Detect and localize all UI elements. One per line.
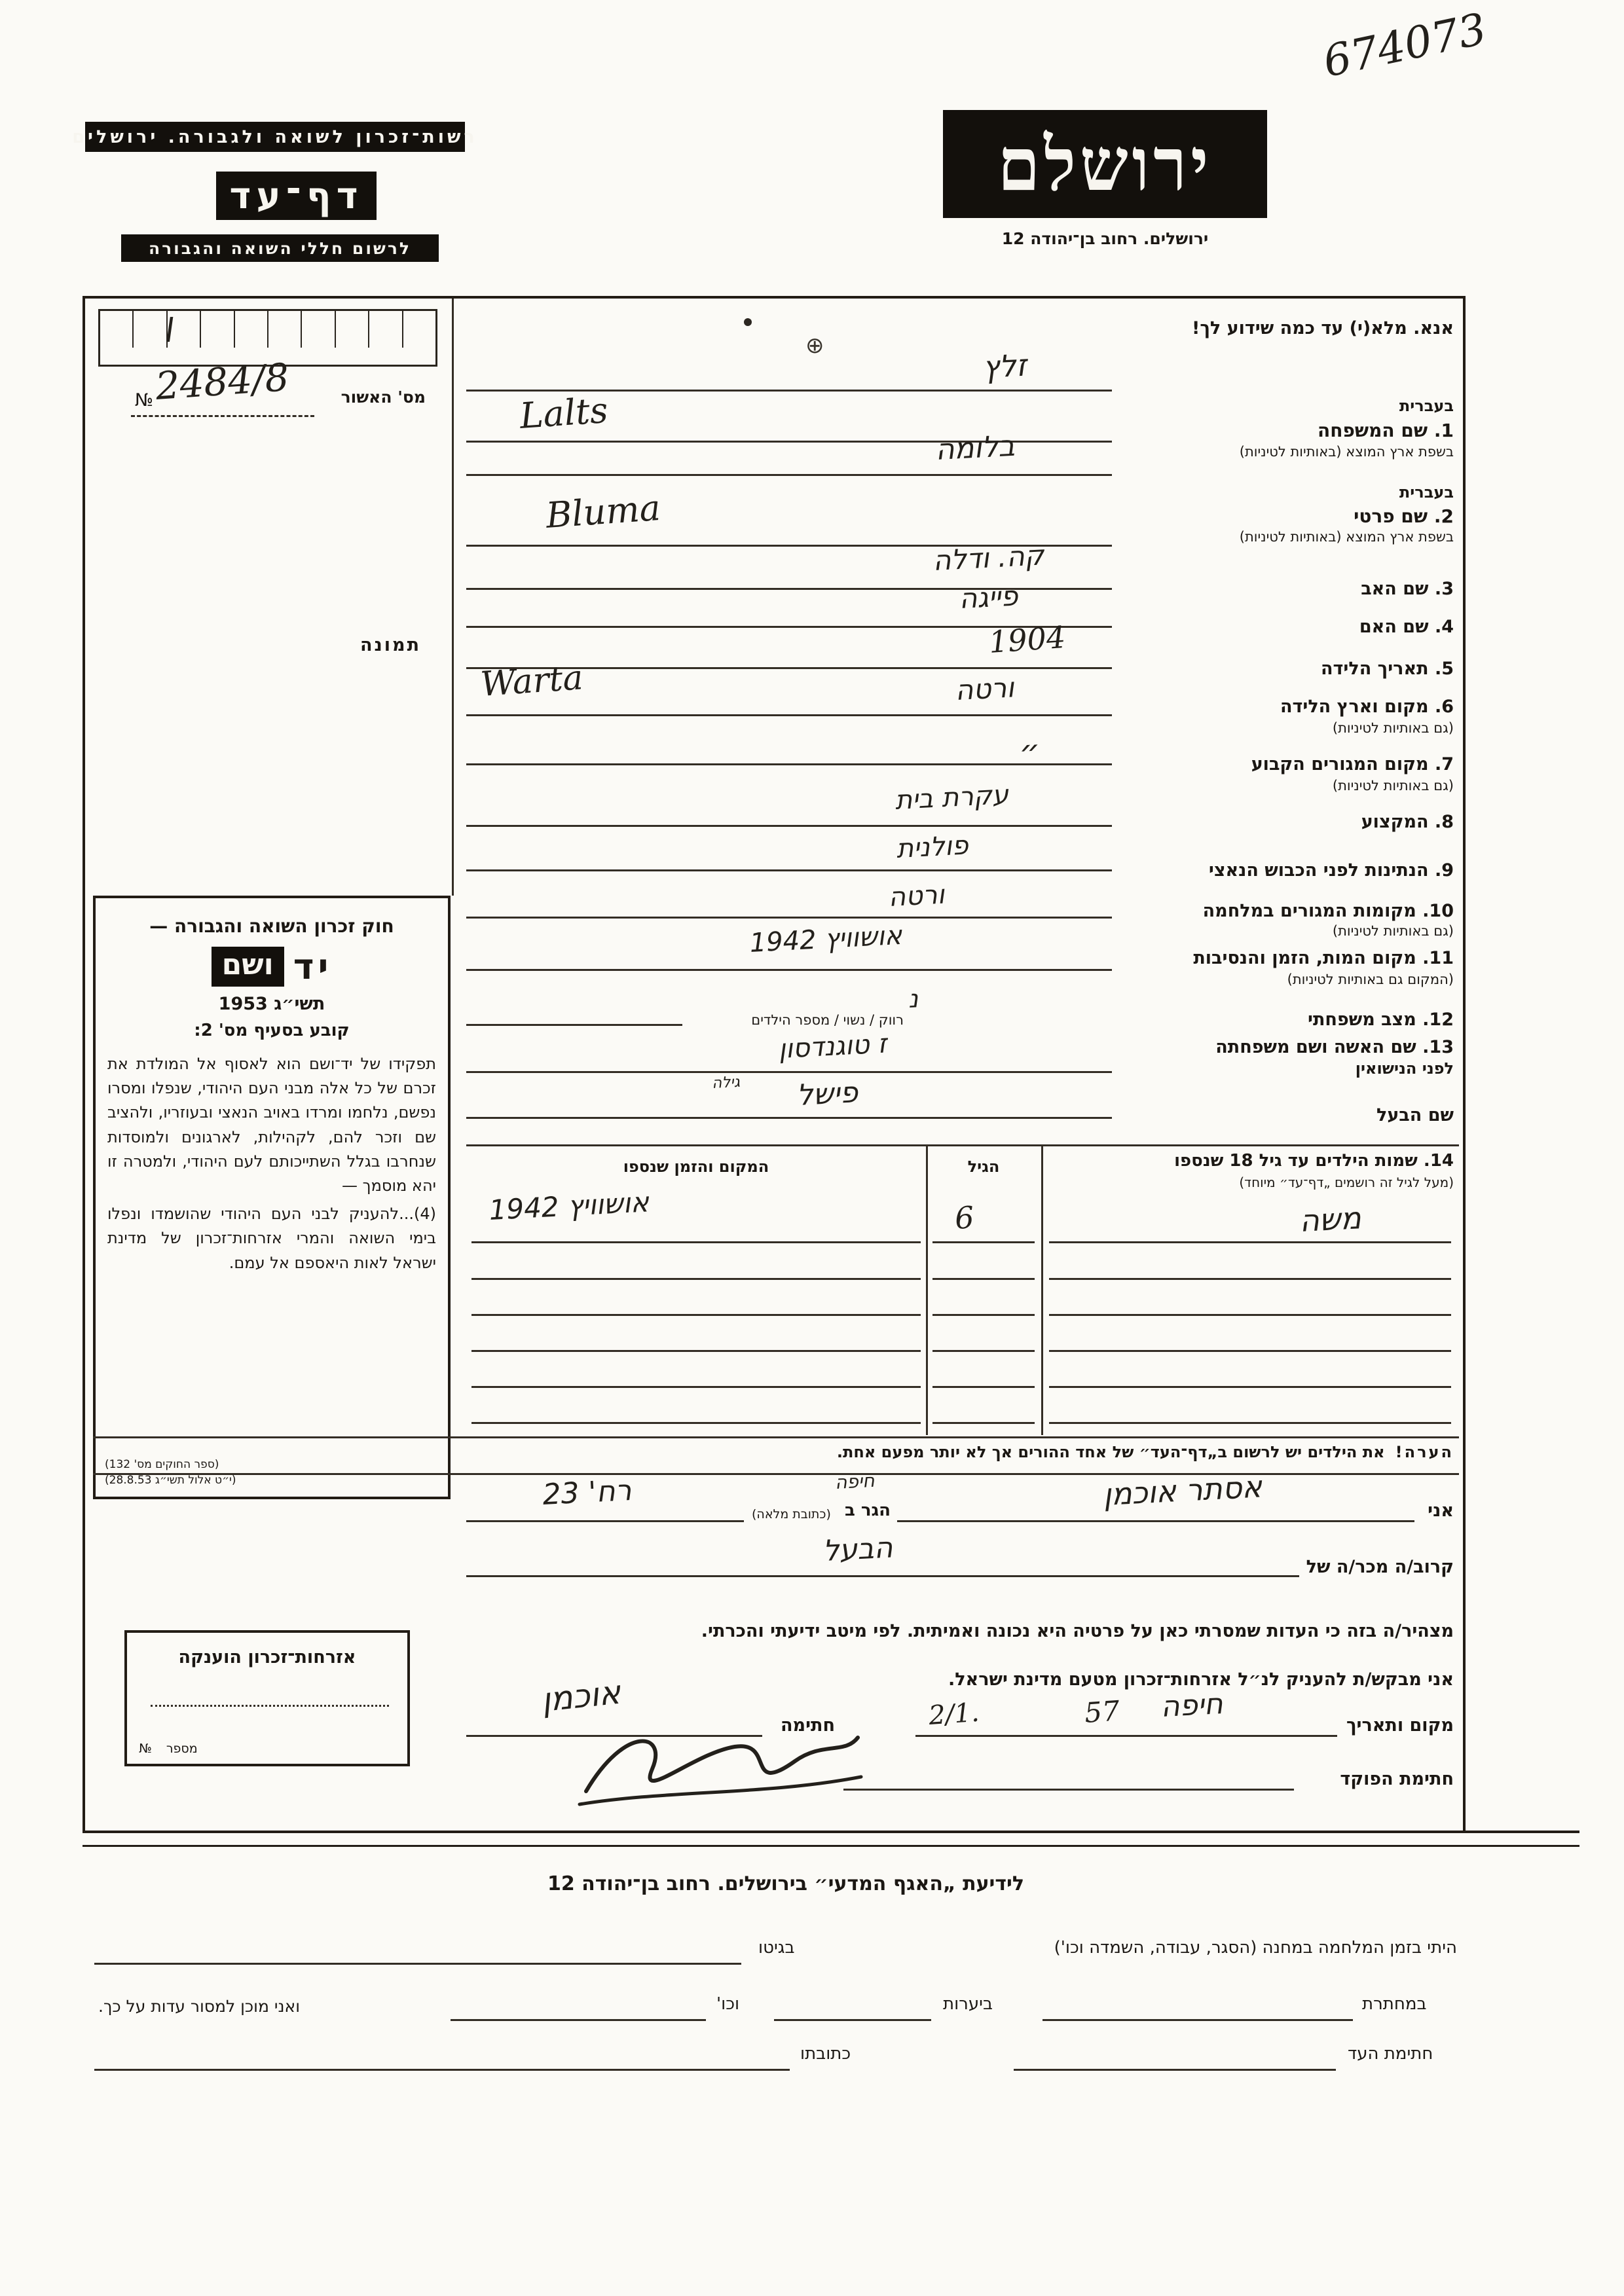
granted-numero-sign: № bbox=[139, 1741, 152, 1756]
relative-of-line bbox=[466, 1575, 1299, 1577]
note-line bbox=[837, 1443, 1454, 1461]
child-name-line bbox=[1049, 1278, 1451, 1280]
field-line-family-he bbox=[466, 390, 1112, 392]
child-name-handwriting: משה bbox=[1299, 1200, 1362, 1239]
official-signature-scribble bbox=[570, 1713, 871, 1824]
birth-date-handwriting: 1904 bbox=[987, 619, 1067, 660]
wartime-residence-handwriting: ורטה bbox=[887, 879, 946, 913]
law-clause: קובע בסעיף מס' 2: bbox=[194, 1021, 350, 1040]
digit-cell bbox=[134, 311, 167, 348]
wife-name-small-handwriting: גילה bbox=[711, 1073, 741, 1092]
birth-place-sublabel: (גם באותיות לטיניות) bbox=[1332, 720, 1454, 736]
children-table-divider-1 bbox=[926, 1144, 928, 1435]
forests-label: ביערות bbox=[943, 1994, 993, 2014]
residing-at-label: הגר ב bbox=[845, 1501, 891, 1520]
child-age-line bbox=[932, 1241, 1035, 1243]
approval-number-line bbox=[131, 415, 314, 417]
plea-line: אנא. מלא(י) עד כמה שידוע לך! bbox=[1192, 318, 1454, 338]
field-line-family-latin bbox=[466, 441, 1112, 443]
form-title-strip: דף־עד bbox=[216, 172, 377, 220]
declarant-name-handwriting: אסתר אוכמן bbox=[1102, 1468, 1263, 1512]
declarant-city-handwriting: חיפה bbox=[834, 1469, 876, 1493]
children-place-column-header: המקום והזמן שנספו bbox=[623, 1157, 769, 1176]
digit-cell bbox=[100, 311, 134, 348]
law-year: תשי״ג 1953 bbox=[218, 994, 325, 1014]
witness-address-line bbox=[94, 2069, 790, 2071]
mother-name-label: 4. שם האם bbox=[1359, 617, 1454, 637]
child-age-line bbox=[932, 1278, 1035, 1280]
signature-label: חתימה bbox=[781, 1715, 836, 1736]
form-subtitle-strip: לרשום חללי השואה והגבורה bbox=[121, 234, 439, 262]
family-name-hebrew-handwriting: זלץ bbox=[982, 347, 1027, 385]
note-top-line bbox=[93, 1436, 1459, 1438]
first-name-latin-handwriting: Bluma bbox=[544, 486, 662, 536]
residence-sublabel: (גם באותיות לטיניות) bbox=[1332, 778, 1454, 793]
birth-place-latin-handwriting: Warta bbox=[479, 658, 585, 704]
place-handwriting: חיפה bbox=[1160, 1687, 1224, 1724]
child-name-line bbox=[1049, 1386, 1451, 1388]
field-line-birthplace bbox=[466, 714, 1112, 716]
death-place-handwriting: אושוויץ 1942 bbox=[748, 920, 903, 958]
place-date-label: מקום ותאריך bbox=[1346, 1715, 1454, 1736]
father-name-handwriting: קה. ודלה bbox=[932, 539, 1045, 577]
citizenship-granted-box bbox=[124, 1630, 410, 1766]
child-name-line bbox=[1049, 1241, 1451, 1243]
law-footnote-line2: (י״ט אלול תשי״ג 28.8.53) bbox=[105, 1474, 236, 1487]
child-age-line bbox=[932, 1386, 1035, 1388]
wartime-residence-sublabel: (גם באותיות לטיניות) bbox=[1332, 923, 1454, 939]
birth-place-hebrew-handwriting: ורטה bbox=[954, 671, 1015, 706]
field-line-citizenship bbox=[466, 869, 1112, 871]
underground-line bbox=[1043, 2019, 1353, 2021]
family-status-label: 12. מצב משפחתי bbox=[1308, 1010, 1454, 1030]
field-line-husband bbox=[466, 1117, 1112, 1119]
granted-number-label: מספר bbox=[166, 1741, 198, 1756]
child-place-line bbox=[471, 1386, 921, 1388]
yad-word: יד bbox=[293, 946, 333, 987]
granted-title: אזרחות־זכרון הוענקה bbox=[178, 1647, 356, 1667]
field-line-profession bbox=[466, 825, 1112, 827]
children-table-divider-2 bbox=[1041, 1144, 1043, 1435]
family-name-label: 1. שם המשפחה bbox=[1318, 420, 1454, 441]
relative-of-label: קרוב/ה מכר/ה של bbox=[1306, 1557, 1454, 1577]
citizenship-handwriting: פולנית bbox=[895, 830, 969, 864]
child-place-line bbox=[471, 1241, 921, 1243]
birth-date-label: 5. תאריך הלידה bbox=[1320, 659, 1454, 679]
child-place-line bbox=[471, 1278, 921, 1280]
witness-signature-line bbox=[1014, 2069, 1336, 2071]
wife-name-label-2: לפני הנישואין bbox=[1355, 1059, 1454, 1078]
children-table-top-line bbox=[466, 1144, 1459, 1146]
wartime-residence-label: 10. מקומות המגורים במלחמה bbox=[1202, 901, 1454, 921]
field-line-wartime bbox=[466, 917, 1112, 919]
etc-line bbox=[451, 2019, 706, 2021]
husband-name-label: שם הבעל bbox=[1376, 1105, 1454, 1125]
etc-label: וכו' bbox=[716, 1994, 740, 2014]
declaration-text: מצהיר/ה בזה כי העדות שמסרתי כאן על פרטיה היא נכונה ואמיתית. לפי מיטב ידיעתי והכרתי. bbox=[701, 1621, 1454, 1641]
profession-handwriting: עקרת בית bbox=[894, 779, 1010, 816]
first-name-label: 2. שם פרטי bbox=[1354, 505, 1454, 527]
law-body: תפקידו של יד־ושם הוא לאסוף אל המולדת את זכרם של כל אלה מבני העם היהודי, שנפלו ומסרו נפשם, נלחמו ומרדו באויב הנאצי ובעוזריו, ולהציב שם וזכר להם, לקהילות, לארגונים ולמוסדות שנחרבו בגלל השתייכותם לעם היהודי, ולמטרה זו יהא מוסמך — bbox=[107, 1055, 436, 1195]
photo-label: תמונה bbox=[360, 635, 422, 655]
forests-line bbox=[774, 2019, 931, 2021]
children-names-sublabel: (מעל לגיל זה רושמים „דף־עד״ מיוחד) bbox=[1239, 1175, 1454, 1190]
father-name-label: 3. שם האב bbox=[1361, 579, 1454, 599]
wife-name-label: 13. שם האשה ושם משפחתה bbox=[1215, 1037, 1454, 1057]
year-handwriting: 57 bbox=[1083, 1694, 1121, 1729]
family-name-sublabel: בשפת ארץ המוצא (באותיות לטיניות) bbox=[1239, 444, 1454, 460]
granted-number-row bbox=[139, 1741, 198, 1756]
note-text: את הילדים יש לרשום ב„דף־העד״ של אחד ההורים אך לא יותר מפעם אחת. bbox=[836, 1443, 1385, 1461]
full-address-paren: (כתובת מלאה) bbox=[752, 1507, 831, 1522]
scientific-dept-line: לידיעת „האגף המדעי״ בירושלים. רחוב בן־יהודה 12 bbox=[547, 1872, 1025, 1895]
relative-of-handwriting: הבעל bbox=[822, 1531, 894, 1568]
registration-mark-icon: ⊕ bbox=[805, 333, 824, 359]
birth-place-label: 6. מקום וארץ הלידה bbox=[1280, 697, 1454, 717]
child-place-line bbox=[471, 1314, 921, 1316]
official-signature-line bbox=[843, 1789, 1294, 1791]
residence-label: 7. מקום המגורים הקבוע bbox=[1251, 754, 1454, 774]
approval-number-handwriting: 2484/8 bbox=[154, 354, 291, 409]
law-footnote-line1: (ספר החוקים מס' 132) bbox=[105, 1458, 219, 1472]
declarant-name-line bbox=[897, 1520, 1414, 1522]
child-place-line bbox=[471, 1422, 921, 1424]
first-name-hebrew-handwriting: בלומה bbox=[934, 429, 1016, 467]
numero-sign: № bbox=[135, 390, 154, 410]
child-age-line bbox=[932, 1314, 1035, 1316]
authority-strip: רשות־זכרון לשואה ולגבורה. ירושלים bbox=[85, 122, 465, 152]
first-name-sublabel: בשפת ארץ המוצא (באותיות לטיניות) bbox=[1239, 529, 1454, 545]
request-text: אני מבקש/ת להעניק לנ״ל אזרחות־זכרון מטעם מדינת ישראל. bbox=[948, 1669, 1454, 1690]
digit-grid-handwriting: ן bbox=[162, 304, 174, 343]
law-box bbox=[93, 896, 451, 1499]
yad-vashem-logotype bbox=[107, 946, 436, 987]
family-name-latin-handwriting: Lalts bbox=[518, 389, 610, 437]
hebrew-label-row2: בעברית bbox=[1399, 483, 1454, 501]
family-status-handwriting: נ bbox=[907, 984, 919, 1013]
wife-name-handwriting: ז טוגנדסון bbox=[777, 1029, 888, 1065]
children-age-column-header: הגיל bbox=[967, 1157, 1000, 1176]
digit-cell bbox=[369, 311, 403, 348]
child-age-handwriting: 6 bbox=[953, 1199, 976, 1236]
field-line-residence bbox=[466, 763, 1112, 765]
ghetto-line bbox=[94, 1963, 741, 1965]
witness-signature-handwriting: אוכמן bbox=[539, 1673, 623, 1719]
child-place-handwriting: אושוויץ 1942 bbox=[488, 1186, 650, 1226]
digit-cell bbox=[336, 311, 369, 348]
family-status-options: רווק / נשוי / מספר הילדים bbox=[751, 1012, 904, 1028]
day-handwriting: 2/1. bbox=[927, 1697, 980, 1731]
law-heading: חוק זכרון השואה והגבורה — bbox=[149, 915, 394, 937]
law-body-2: (4)...להעניק לבני העם היהודי שהושמדו ונפלו בימי השואה והמרי אזרחות־זכרון של מדינת ישראל לאות היאספם אל עמם. bbox=[107, 1205, 436, 1272]
declarant-address-line bbox=[466, 1520, 744, 1522]
approval-number-label: מס' האשור bbox=[341, 388, 426, 407]
child-place-line bbox=[471, 1350, 921, 1352]
ready-to-testify-text: ואני מוכן למסור עדות על כך. bbox=[98, 1997, 301, 2016]
digit-cell bbox=[302, 311, 335, 348]
vashem-word-inverse: ושם bbox=[212, 947, 284, 987]
digit-cell bbox=[403, 311, 435, 348]
child-age-line bbox=[932, 1422, 1035, 1424]
death-place-label: 11. מקום המות, הזמן והנסיבות bbox=[1193, 948, 1454, 968]
field-line-family-status bbox=[466, 1024, 682, 1026]
digit-cell bbox=[235, 311, 268, 348]
child-age-line bbox=[932, 1350, 1035, 1352]
logo-word: ירושלם bbox=[997, 120, 1213, 208]
citizenship-label: 9. הנתינות לפני הכבוש הנאצי bbox=[1208, 860, 1454, 881]
child-name-line bbox=[1049, 1350, 1451, 1352]
declarant-i-label: אני bbox=[1428, 1501, 1454, 1521]
bottom-rule-extension bbox=[1466, 1831, 1579, 1833]
mother-name-handwriting: פייגה bbox=[958, 579, 1019, 615]
underground-label: במחתרת bbox=[1362, 1994, 1427, 2014]
digit-cell bbox=[201, 311, 234, 348]
bottom-rule-2 bbox=[83, 1845, 1579, 1847]
profession-label: 8. המקצוע bbox=[1361, 812, 1454, 832]
place-date-line bbox=[915, 1735, 1337, 1737]
note-bold-word: הערה! bbox=[1395, 1443, 1454, 1461]
logo-address: ירושלים. רחוב בן־יהודה 12 bbox=[1001, 229, 1209, 248]
child-name-line bbox=[1049, 1422, 1451, 1424]
field-line-wife bbox=[466, 1071, 1112, 1073]
residence-handwriting: ״ bbox=[1018, 732, 1042, 771]
hebrew-label-row1: בעברית bbox=[1399, 397, 1454, 415]
left-column-divider bbox=[452, 299, 454, 896]
husband-name-handwriting: פישל bbox=[796, 1076, 859, 1112]
yerushalayim-logo bbox=[943, 110, 1267, 218]
child-name-line bbox=[1049, 1314, 1451, 1316]
declarant-address-handwriting: רח' 23 bbox=[542, 1473, 633, 1512]
witness-signature-label: חתימת העד bbox=[1348, 2044, 1433, 2064]
wartime-camp-line: היתי בזמן המלחמה במחנה (הסגר, עבודה, השמדה וכו') bbox=[1054, 1938, 1457, 1958]
children-names-label: 14. שמות הילדים עד גיל 18 שנספו bbox=[1174, 1151, 1454, 1171]
granted-line bbox=[151, 1705, 389, 1707]
official-signature-label: חתימת הפוקד bbox=[1340, 1769, 1454, 1789]
witness-address-label: כתובתו bbox=[800, 2044, 851, 2064]
digit-cell bbox=[268, 311, 302, 348]
field-line-first-he bbox=[466, 474, 1112, 476]
archive-ref-handwriting: 674073 bbox=[1318, 3, 1491, 87]
ghetto-label: בגיטו bbox=[758, 1938, 795, 1958]
form-frame bbox=[83, 296, 1466, 1833]
death-place-sublabel: (המקום גם באותיות לטיניות) bbox=[1287, 972, 1454, 987]
field-line-death bbox=[466, 969, 1112, 971]
